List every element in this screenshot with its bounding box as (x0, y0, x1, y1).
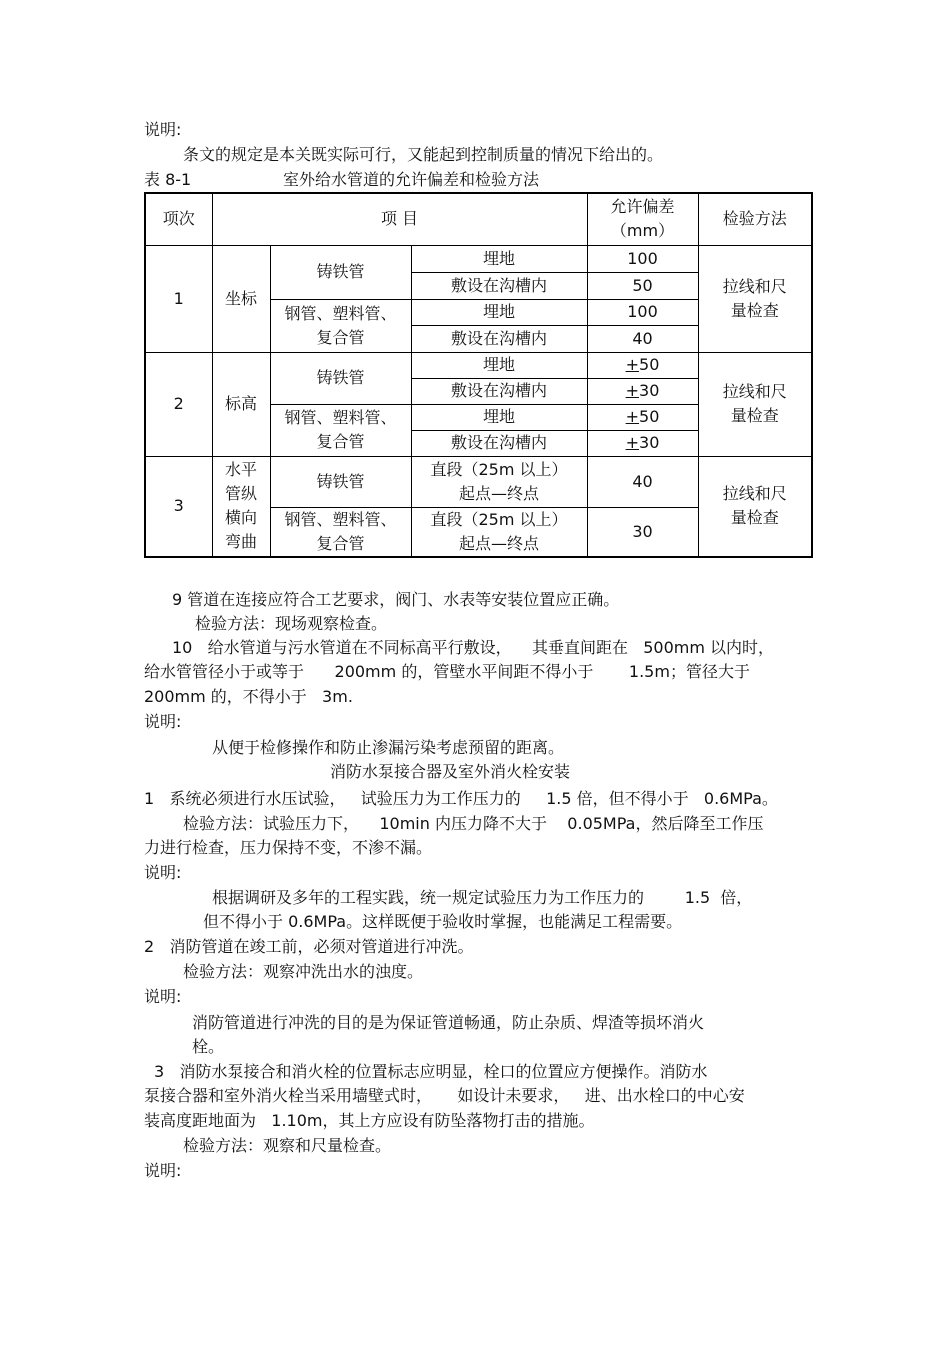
table-header-row (145, 193, 812, 245)
g2-r1-val (587, 352, 698, 378)
g2-pipe-cast-iron: 铸铁管 (270, 352, 411, 404)
g2-pipe-steel-line2: 复合管 (316, 432, 365, 451)
clause-9: 9 管道在连接应符合工艺要求，阀门、水表等安装位置应正确。 (172, 590, 620, 609)
item-3-line2: 泵接合器和室外消火栓当采用墙壁式时， 如设计未要求， 进、出水栓口的中心安 (144, 1086, 745, 1105)
item-3-line3: 装高度距地面为 1.10m，其上方应设有防坠落物打击的措施。 (144, 1111, 595, 1130)
note-text-line2: 栓。 (192, 1037, 225, 1056)
table-number: 表 8-1 (144, 170, 192, 189)
g3-r1-cond (411, 456, 587, 507)
g1-r1-val: 100 (587, 245, 698, 272)
note-label: 说明: (144, 1161, 182, 1180)
note-label: 说明: (144, 712, 182, 731)
g2-method (698, 352, 812, 456)
item-2-method: 检验方法：观察冲洗出水的浊度。 (183, 962, 424, 981)
note-text-line1: 根据调研及多年的工程实践，统一规定试验压力为工作压力的 1.5 倍， (212, 888, 753, 907)
g1-pipe-steel-line1: 钢管、塑料管、 (284, 303, 397, 323)
header-item: 项 目 (212, 193, 587, 245)
table-row (145, 352, 812, 378)
g1-r1-cond: 埋地 (411, 245, 587, 272)
note-label: 说明: (144, 987, 182, 1006)
g3-item-line4: 弯曲 (224, 532, 257, 552)
g3-r2-cond (411, 507, 587, 557)
g3-pipe-steel-line1: 钢管、塑料管、 (284, 509, 397, 529)
header-tolerance-line2: （mm） (610, 221, 675, 241)
g3-item-line3: 横向 (224, 508, 257, 528)
table-row (145, 456, 812, 507)
g1-pipe-steel (270, 299, 411, 352)
g3-method-line2: 量检查 (730, 508, 779, 528)
g2-r4-num: 30 (639, 433, 660, 452)
g2-method-line2: 量检查 (730, 406, 779, 425)
g3-r1-cond-line1: 直段（25m 以上） (430, 459, 568, 479)
g1-item: 坐标 (212, 245, 270, 352)
item-1-method-line2: 力进行检查，压力保持不变，不渗不漏。 (144, 838, 433, 857)
g1-r4-val: 40 (587, 325, 698, 352)
g2-r1-num: 50 (639, 355, 660, 374)
g3-pipe-steel-line2: 复合管 (316, 533, 365, 553)
g3-r2-cond-line2: 起点—终点 (458, 533, 539, 553)
clause-10-line2: 给水管管径小于或等于 200mm 的，管壁水平间距不得小于 1.5m；管径大于 (144, 662, 750, 681)
g1-r2-val: 50 (587, 272, 698, 299)
g1-r4-cond: 敷设在沟槽内 (411, 325, 587, 352)
g3-r2-cond-line1: 直段（25m 以上） (430, 509, 568, 529)
tolerance-table (144, 192, 813, 558)
g2-r2-cond: 敷设在沟槽内 (411, 378, 587, 404)
g2-r4-cond: 敷设在沟槽内 (411, 430, 587, 456)
g2-item: 标高 (212, 352, 270, 456)
note-text: 条文的规定是本关既实际可行，又能起到控制质量的情况下给出的。 (183, 145, 664, 164)
item-3-method: 检验方法：观察和尺量检查。 (183, 1136, 392, 1155)
g1-method-line2: 量检查 (730, 300, 779, 320)
item-3-line1: 3 消防水泵接合和消火栓的位置标志应明显，栓口的位置应方便操作。消防水 (154, 1062, 708, 1081)
g2-r4-val (587, 430, 698, 456)
g3-item-line2: 管纵 (224, 484, 257, 504)
g2-r3-cond: 埋地 (411, 404, 587, 430)
g3-no: 3 (145, 456, 212, 557)
g1-r3-cond: 埋地 (411, 299, 587, 325)
g3-method (698, 456, 812, 557)
g2-pipe-steel-line1: 钢管、塑料管、 (284, 408, 397, 427)
item-1-method-line1: 检验方法：试验压力下， 10min 内压力降不大于 0.05MPa，然后降至工作压 (183, 814, 764, 833)
g2-r2-val (587, 378, 698, 404)
note-label: 说明: (144, 120, 182, 139)
g3-pipe-cast-iron: 铸铁管 (270, 456, 411, 507)
clause-10-line1: 10 给水管道与污水管道在不同标高平行敷设， 其垂直间距在 500mm 以内时， (172, 638, 775, 657)
g1-r2-cond: 敷设在沟槽内 (411, 272, 587, 299)
g2-r3-val (587, 404, 698, 430)
note-text-line1: 消防管道进行冲洗的目的是为保证管道畅通，防止杂质、焊渣等损坏消火 (192, 1013, 705, 1032)
header-no: 项次 (145, 193, 212, 245)
note-text-line2: 但不得小于 0.6MPa。这样既便于验收时掌握，也能满足工程需要。 (203, 912, 683, 931)
header-method: 检验方法 (698, 193, 812, 245)
g1-no: 1 (145, 245, 212, 352)
note-label: 说明: (144, 863, 182, 882)
plus-minus-sign: + (625, 433, 640, 452)
g3-method-line1: 拉线和尺 (722, 484, 787, 504)
g3-r1-val: 40 (587, 456, 698, 507)
g1-r3-val: 100 (587, 299, 698, 325)
g2-method-line1: 拉线和尺 (722, 382, 787, 401)
g3-pipe-steel (270, 507, 411, 557)
g3-r2-val: 30 (587, 507, 698, 557)
g1-method (698, 245, 812, 352)
clause-10-line3: 200mm 的，不得小于 3m. (144, 687, 353, 706)
plus-minus-sign: + (625, 407, 640, 426)
g2-r2-num: 30 (639, 381, 660, 400)
g1-method-line1: 拉线和尺 (722, 276, 787, 296)
table-row (145, 245, 812, 272)
g2-r3-num: 50 (639, 407, 660, 426)
header-tolerance (587, 193, 698, 245)
g2-r1-cond: 埋地 (411, 352, 587, 378)
item-1: 1 系统必须进行水压试验， 试验压力为工作压力的 1.5 倍，但不得小于 0.6MPa。 (144, 789, 778, 808)
plus-minus-sign: + (625, 381, 640, 400)
table-title: 室外给水管道的允许偏差和检验方法 (283, 170, 540, 189)
g1-pipe-cast-iron: 铸铁管 (270, 245, 411, 299)
item-2: 2 消防管道在竣工前，必须对管道进行冲洗。 (144, 937, 474, 956)
g3-item (212, 456, 270, 557)
section-heading: 消防水泵接合器及室外消火栓安装 (330, 762, 571, 781)
g3-r1-cond-line2: 起点—终点 (458, 483, 539, 503)
g2-pipe-steel (270, 404, 411, 456)
g2-no: 2 (145, 352, 212, 456)
clause-9-method: 检验方法：现场观察检查。 (195, 614, 388, 633)
plus-minus-sign: + (625, 355, 640, 374)
note-text: 从便于检修操作和防止渗漏污染考虑预留的距离。 (212, 738, 565, 757)
g3-item-line1: 水平 (224, 460, 257, 480)
g1-pipe-steel-line2: 复合管 (316, 327, 365, 347)
header-tolerance-line1: 允许偏差 (610, 197, 675, 217)
